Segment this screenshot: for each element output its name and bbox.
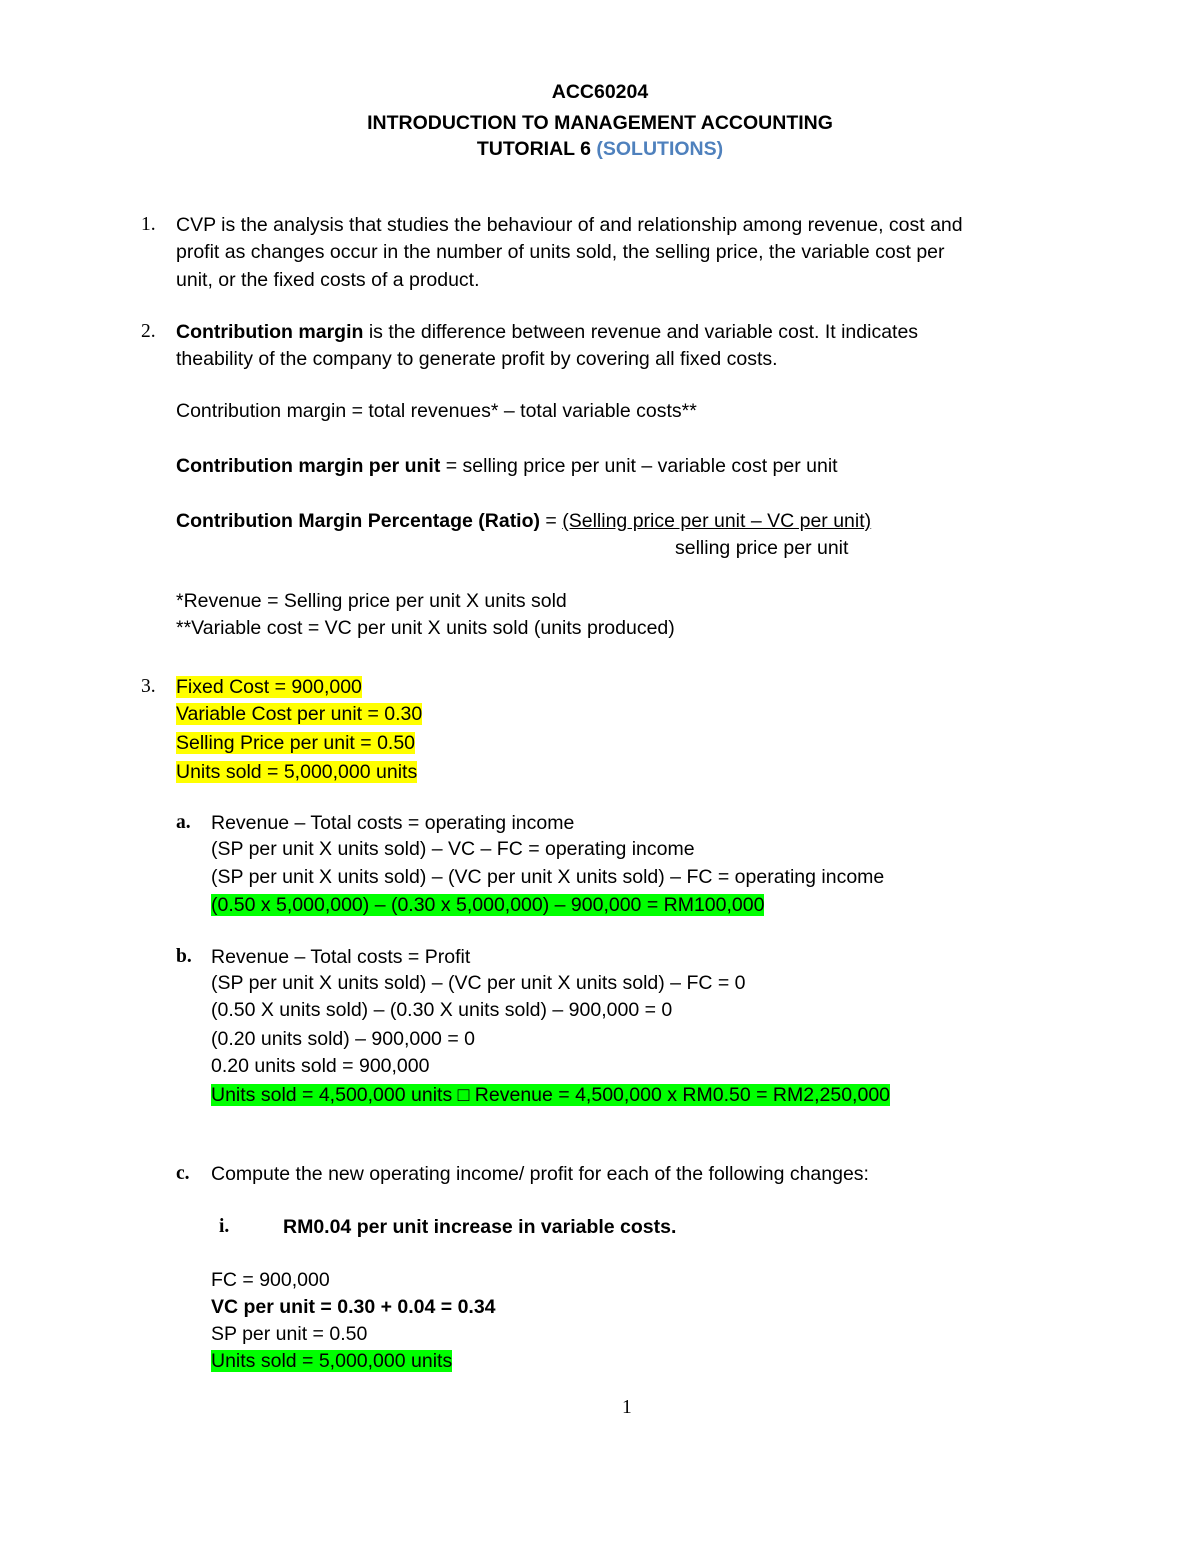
q2-formula-3-numerator: (Selling price per unit – VC per unit) (562, 510, 872, 532)
q2-formula-2-term: Contribution margin per unit (176, 455, 441, 477)
solutions-label: (SOLUTIONS) (596, 138, 724, 160)
q2-line-2: theability of the company to generate profit by covering all fixed costs. (176, 348, 778, 370)
q3c-i-vc: VC per unit = 0.30 + 0.04 = 0.34 (211, 1296, 496, 1318)
q3c-text: Compute the new operating income/ profit for each of the following changes: (211, 1163, 869, 1185)
q2-formula-2 (176, 454, 838, 478)
q2-formula-3-term: Contribution Margin Percentage (Ratio) (176, 510, 541, 532)
course-title: INTRODUCTION TO MANAGEMENT ACCOUNTING (367, 112, 833, 134)
q3b-answer-line (211, 1083, 890, 1107)
q2-number: 2. (141, 321, 156, 342)
q3c-i-fc: FC = 900,000 (211, 1269, 330, 1291)
q1-number: 1. (141, 214, 156, 235)
q3b-line-2: (SP per unit X units sold) – (VC per unit X units sold) – FC = 0 (211, 972, 746, 994)
tutorial-title (0, 137, 1200, 161)
q3-given-3 (176, 731, 415, 755)
q3a-answer-line (211, 893, 764, 917)
q3b-label: b. (176, 946, 192, 967)
q3c-label: c. (176, 1163, 190, 1184)
q2-line-1-rest: is the difference between revenue and variable cost. It indicates (363, 321, 919, 343)
q2-formula-3-denominator: selling price per unit (675, 537, 849, 559)
q3-given-units-sold: Units sold = 5,000,000 units (176, 761, 418, 783)
q1-line-1: CVP is the analysis that studies the behaviour of and relationship among revenue, cost and (176, 214, 963, 236)
q3b-line-3: (0.50 X units sold) – (0.30 X units sold) – 900,000 = 0 (211, 999, 673, 1021)
course-code: ACC60204 (551, 81, 649, 103)
q3b-line-4: (0.20 units sold) – 900,000 = 0 (211, 1028, 475, 1050)
q3-given-4 (176, 760, 417, 784)
page-number: 1 (622, 1397, 632, 1418)
q3a-line-3: (SP per unit X units sold) – (VC per unit X units sold) – FC = operating income (211, 866, 885, 888)
q3b-answer: Units sold = 4,500,000 units □ Revenue = 4,500,000 x RM0.50 = RM2,250,000 (211, 1084, 891, 1106)
q2-formula-3 (176, 509, 871, 533)
q3c-i-sp: SP per unit = 0.50 (211, 1323, 368, 1345)
q3-given-variable-cost: Variable Cost per unit = 0.30 (176, 703, 423, 725)
q3a-line-2: (SP per unit X units sold) – VC – FC = operating income (211, 838, 695, 860)
q3c-i-title: RM0.04 per unit increase in variable costs. (283, 1216, 677, 1238)
q3a-line-1: Revenue – Total costs = operating income (211, 812, 575, 834)
q3c-i-units-line (211, 1349, 452, 1373)
tutorial-label: TUTORIAL 6 (476, 138, 591, 160)
q2-note-1: *Revenue = Selling price per unit X units sold (176, 590, 567, 612)
q3b-line-5: 0.20 units sold = 900,000 (211, 1055, 430, 1077)
q2-note-2: **Variable cost = VC per unit X units sold (units produced) (176, 617, 675, 639)
q3-given-2 (176, 702, 422, 726)
q3-given-fixed-cost: Fixed Cost = 900,000 (176, 676, 362, 698)
q2-term: Contribution margin (176, 321, 364, 343)
q3a-answer: (0.50 x 5,000,000) – (0.30 x 5,000,000) – 900,000 = RM100,000 (211, 894, 765, 916)
q1-line-3: unit, or the fixed costs of a product. (176, 269, 480, 291)
q2-formula-2-rest: = selling price per unit – variable cost per unit (440, 455, 838, 477)
q2-line-1 (176, 320, 918, 344)
q2-formula-1: Contribution margin = total revenues* – total variable costs** (176, 400, 697, 422)
q3c-i-label: i. (219, 1216, 230, 1237)
q3b-line-1: Revenue – Total costs = Profit (211, 946, 471, 968)
q3a-label: a. (176, 812, 191, 833)
q2-formula-3-eq: = (540, 510, 563, 532)
q3-number: 3. (141, 676, 156, 697)
q3c-i-units: Units sold = 5,000,000 units (211, 1350, 453, 1372)
q3-given-1 (176, 675, 362, 699)
q3-given-selling-price: Selling Price per unit = 0.50 (176, 732, 416, 754)
q1-line-2: profit as changes occur in the number of units sold, the selling price, the variable cost per (176, 241, 945, 263)
